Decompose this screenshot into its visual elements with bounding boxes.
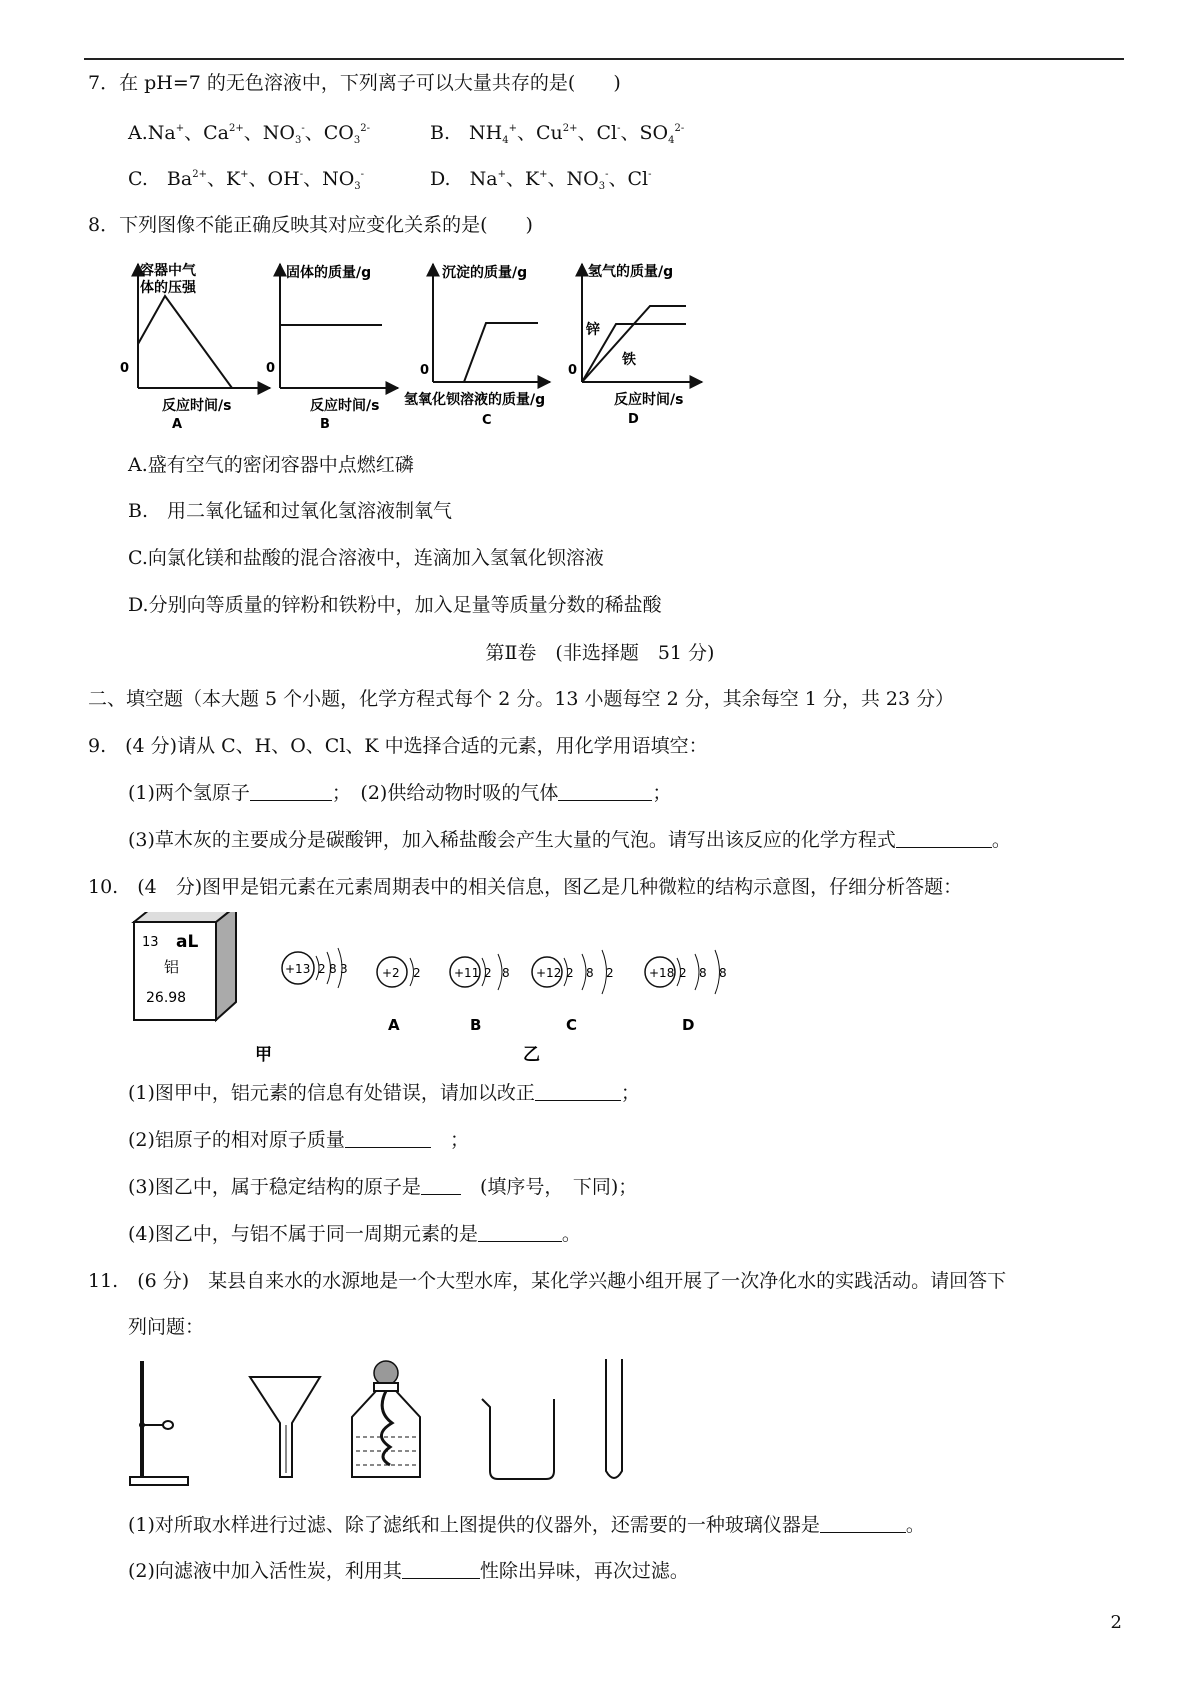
graph-d-tag: D xyxy=(628,412,639,427)
graph-c-origin: 0 xyxy=(420,363,430,378)
particle-b-diagram xyxy=(450,954,510,1034)
al-atom-diagram xyxy=(282,948,348,988)
graph-a-ylabel-1: 容器中气 xyxy=(140,263,196,279)
page-number: 2 xyxy=(1110,1612,1122,1633)
q10-sub-3: (3)图乙中，属于稳定结构的原子是 (填序号， 下同)； xyxy=(128,1176,638,1198)
q10-diagrams xyxy=(120,912,820,1062)
label-yi: 乙 xyxy=(523,1045,540,1062)
svg-text:3: 3 xyxy=(340,962,348,976)
part2-title: 第Ⅱ卷 (非选择题 51 分) xyxy=(485,642,715,664)
cell-mass: 26.98 xyxy=(146,990,187,1006)
graph-d-xlabel: 反应时间/s xyxy=(614,392,684,408)
answer-blank[interactable] xyxy=(535,1082,621,1101)
svg-text:2: 2 xyxy=(606,966,614,980)
q10-sub-2: (2)铝原子的相对原子质量 ； xyxy=(128,1129,469,1151)
funnel-icon xyxy=(250,1377,320,1477)
particle-a-tag: A xyxy=(388,1016,400,1034)
svg-text:8: 8 xyxy=(699,966,707,980)
svg-text:8: 8 xyxy=(329,962,337,976)
q8-option-d: D.分别向等质量的锌粉和铁粉中，加入足量等质量分数的稀盐酸 xyxy=(128,594,662,616)
svg-text:+13: +13 xyxy=(285,962,311,976)
svg-text:8: 8 xyxy=(502,966,510,980)
q8-graphs xyxy=(120,262,770,432)
graph-a-tag: A xyxy=(172,417,183,432)
q9-stem: 9. (4 分)请从 C、H、O、Cl、K 中选择合适的元素，用化学用语填空： xyxy=(88,735,708,757)
particle-c-diagram xyxy=(532,950,614,1034)
iron-stand-icon xyxy=(130,1361,188,1485)
graph-b-xlabel: 反应时间/s xyxy=(310,398,380,414)
q8-option-a: A.盛有空气的密闭容器中点燃红磷 xyxy=(128,454,414,476)
svg-text:+12: +12 xyxy=(536,966,562,980)
q11-stem-2: 列问题： xyxy=(128,1316,205,1338)
answer-blank[interactable] xyxy=(820,1514,906,1533)
graph-d xyxy=(568,263,702,427)
svg-text:2: 2 xyxy=(318,962,326,976)
q7-option-a: A.Na+、$Ca^{2+}$、$NO_3^-$、$CO_3^{2-}$ xyxy=(128,122,370,146)
graph-d-iron-label: 铁 xyxy=(622,352,636,368)
graph-a-xlabel: 反应时间/s xyxy=(162,398,232,414)
particle-a-diagram xyxy=(377,957,421,1034)
graph-d-zinc-label: 锌 xyxy=(586,322,600,338)
q10-stem: 10. (4 分)图甲是铝元素在元素周期表中的相关信息，图乙是几种微粒的结构示意图，仔细分析答题： xyxy=(88,876,963,898)
answer-blank[interactable] xyxy=(558,782,652,801)
graph-b-ylabel: 固体的质量/g xyxy=(286,265,372,281)
graph-c-tag: C xyxy=(482,413,492,428)
q7-option-c: C. $Ba^{2+}$、K+、OH-、$NO_3^-$ xyxy=(128,168,365,192)
q9-line-1: (1)两个氢原子 ； (2)供给动物时吸的气体 ； xyxy=(128,782,672,804)
answer-blank[interactable] xyxy=(250,782,332,801)
q10-sub-1: (1)图甲中，铝元素的信息有处错误，请加以改正 ； xyxy=(128,1082,640,1104)
answer-blank[interactable] xyxy=(478,1223,562,1242)
dropper-bottle-icon xyxy=(352,1361,420,1477)
particle-d-tag: D xyxy=(682,1016,695,1034)
graph-b-origin: 0 xyxy=(266,361,276,376)
q8-stem: 8．下列图像不能正确反映其对应变化关系的是( ) xyxy=(88,214,533,236)
svg-text:+2: +2 xyxy=(382,966,400,980)
graph-a-ylabel-2: 体的压强 xyxy=(140,280,196,296)
particle-d-diagram xyxy=(645,950,727,1034)
cell-atomic-number: 13 xyxy=(142,935,159,950)
q7-stem: 7．在 pH=7 的无色溶液中，下列离子可以大量共存的是( ) xyxy=(88,72,621,94)
graph-a-origin: 0 xyxy=(120,361,130,376)
graph-a-line xyxy=(138,296,232,388)
graph-c-ylabel: 沉淀的质量/g xyxy=(442,265,528,281)
graph-c-line xyxy=(464,323,538,382)
svg-text:2: 2 xyxy=(413,966,421,980)
q11-apparatus xyxy=(120,1355,700,1495)
svg-text:2: 2 xyxy=(679,966,687,980)
particle-b-tag: B xyxy=(470,1016,482,1034)
graph-a xyxy=(120,262,270,432)
q11-sub-2: (2)向滤液中加入活性炭，利用其 性除出异味，再次过滤。 xyxy=(128,1560,689,1582)
answer-blank[interactable] xyxy=(402,1560,480,1579)
q8-option-c: C.向氯化镁和盐酸的混合溶液中，连滴加入氢氧化钡溶液 xyxy=(128,547,604,569)
answer-blank[interactable] xyxy=(421,1176,461,1195)
beaker-icon xyxy=(482,1399,554,1479)
q11-stem-1: 11. (6 分) 某县自来水的水源地是一个大型水库，某化学兴趣小组开展了一次净化水的实践活动。请回答下 xyxy=(88,1270,1007,1292)
graph-d-ylabel: 氢气的质量/g xyxy=(588,264,674,280)
svg-text:8: 8 xyxy=(586,966,594,980)
q11-sub-1: (1)对所取水样进行过滤、除了滤纸和上图提供的仪器外，还需要的一种玻璃仪器是 。 xyxy=(128,1514,925,1536)
svg-text:8: 8 xyxy=(719,966,727,980)
q10-sub-4: (4)图乙中，与铝不属于同一周期元素的是 。 xyxy=(128,1223,581,1245)
graph-b-tag: B xyxy=(320,417,330,432)
q7-option-d: D. Na+、K+、$NO_3^-$、Cl- xyxy=(430,168,652,192)
svg-text:+18: +18 xyxy=(649,966,675,980)
test-tube-icon xyxy=(606,1359,622,1478)
label-jia: 甲 xyxy=(255,1045,272,1062)
svg-text:+11: +11 xyxy=(454,966,480,980)
cell-name: 铝 xyxy=(164,958,180,976)
answer-blank[interactable] xyxy=(896,829,992,848)
particle-c-tag: C xyxy=(566,1016,578,1034)
graph-b xyxy=(266,264,398,432)
section-heading: 二、填空题（本大题 5 个小题，化学方程式每个 2 分。13 小题每空 2 分，其余每空 1 分，共 23 分） xyxy=(88,688,955,710)
q7-option-b: B. $NH_4^+$、$Cu^{2+}$、Cl-、$SO_4^{2-}$ xyxy=(430,122,685,146)
cell-symbol: aL xyxy=(176,932,199,952)
graph-d-origin: 0 xyxy=(568,363,578,378)
q9-line-2: (3)草木灰的主要成分是碳酸钾，加入稀盐酸会产生大量的气泡。请写出该反应的化学方程式 。 xyxy=(128,829,1011,851)
q8-option-b: B. 用二氧化锰和过氧化氢溶液制氧气 xyxy=(128,500,453,522)
graph-d-iron-line xyxy=(582,306,686,382)
header-rule xyxy=(84,58,1124,60)
graph-c-xlabel: 氢氧化钡溶液的质量/g xyxy=(404,392,546,408)
svg-text:2: 2 xyxy=(484,966,492,980)
periodic-cell xyxy=(134,912,236,1020)
graph-c xyxy=(404,264,550,428)
svg-text:2: 2 xyxy=(566,966,574,980)
answer-blank[interactable] xyxy=(345,1129,431,1148)
